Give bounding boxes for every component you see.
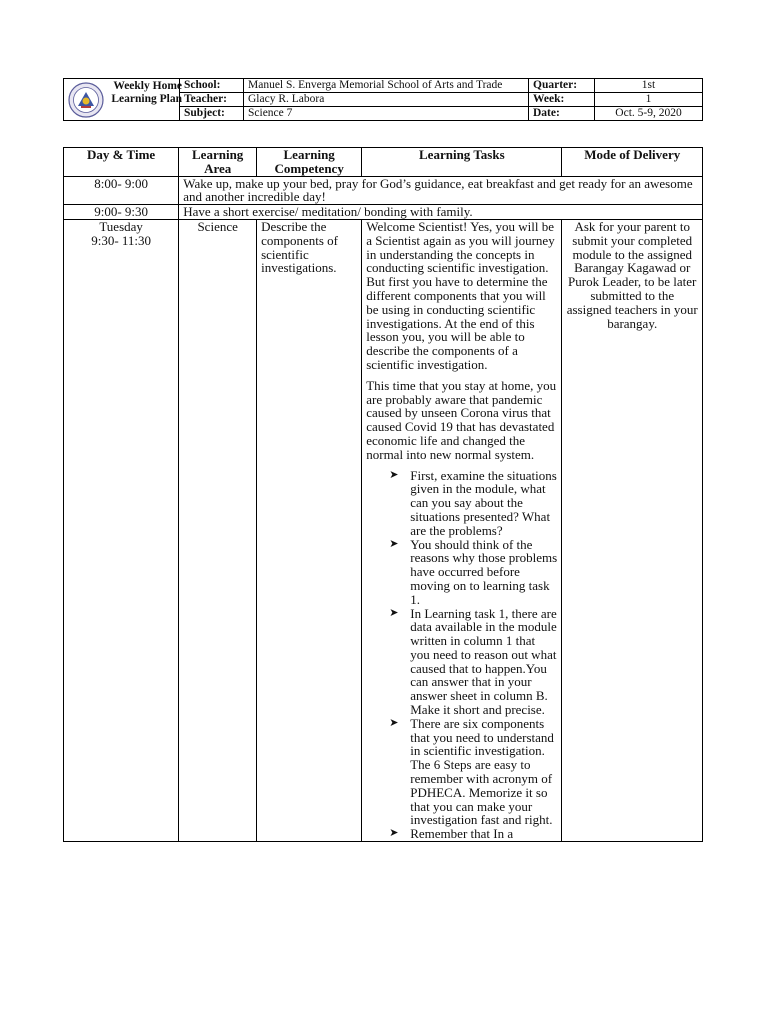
table-header-row — [64, 148, 703, 177]
row-activity: Wake up, make up your bed, pray for God’s guidance, eat breakfast and get ready for an awesome and another incredible day! — [179, 176, 703, 205]
column-header-learning-area: Learning Area — [179, 148, 257, 177]
task-list — [366, 469, 557, 842]
list-item: ➤ First, examine the situations given in the module, what can you say about the situations presented? What are the problems? — [389, 467, 557, 538]
plan-title: Weekly Home Learning Plan — [111, 80, 182, 105]
arrowhead-bullet-icon: ➤ — [389, 827, 399, 840]
header-table — [63, 78, 703, 121]
learning-plan-table — [63, 147, 703, 842]
arrowhead-bullet-icon: ➤ — [389, 606, 399, 619]
learning-competency: Describe the components of scientific investigations. — [257, 219, 362, 841]
list-item: ➤ In Learning task 1, there are data available in the module written in column 1 that you need to reason out what caused that to happen.You can answer that in your answer sheet in column B. Make it short and precise. — [389, 605, 557, 718]
row-day-time — [64, 219, 179, 841]
column-header-mode-of-delivery: Mode of Delivery — [562, 148, 703, 177]
teacher-label: Teacher: — [180, 93, 244, 107]
learning-tasks-cell — [362, 219, 562, 841]
row-activity: Have a short exercise/ meditation/ bonding with family. — [179, 205, 703, 220]
arrowhead-bullet-icon: ➤ — [389, 537, 399, 550]
list-item: ➤ There are six components that you need to understand in scientific investigation. The 6 Steps are easy to remember with acronym of PDHECA. Memorize it so that you can make your investigation fast and right. — [389, 715, 554, 828]
row-time: 8:00- 9:00 — [64, 176, 179, 205]
list-item: ➤ Remember that In a — [389, 826, 514, 842]
arrowhead-bullet-icon: ➤ — [389, 468, 399, 481]
table-row — [64, 219, 703, 841]
week-value: 1 — [595, 93, 703, 107]
date-value: Oct. 5-9, 2020 — [595, 107, 703, 121]
week-label: Week: — [529, 93, 595, 107]
task-paragraph: Welcome Scientist! Yes, you will be a Scientist again as you will journey in understanding the concepts in conducting scientific investigation. But first you have to determine the different components that you will be using in conducting scientific investigations. At the end of this lesson you, you will be able to describe the components of a scientific investigation. — [366, 218, 555, 372]
deped-seal-icon — [68, 82, 104, 118]
learning-area: Science — [179, 219, 257, 841]
teacher-value: Glacy R. Labora — [244, 93, 529, 107]
arrowhead-bullet-icon: ➤ — [389, 716, 399, 729]
quarter-value: 1st — [595, 79, 703, 93]
time-label: 9:30- 11:30 — [91, 232, 152, 248]
row-time: 9:00- 9:30 — [64, 205, 179, 220]
list-item: ➤ You should think of the reasons why those problems have occurred before moving on to learning task 1. — [389, 536, 558, 607]
table-row — [64, 205, 703, 220]
school-value: Manuel S. Enverga Memorial School of Arts and Trade — [244, 79, 529, 93]
quarter-label: Quarter: — [529, 79, 595, 93]
column-header-day-time: Day & Time — [64, 148, 179, 177]
subject-value: Science 7 — [244, 107, 529, 121]
day-label: Tuesday — [99, 218, 143, 234]
table-row — [64, 176, 703, 205]
logo-title-cell — [64, 79, 180, 121]
column-header-learning-competency: Learning Competency — [257, 148, 362, 177]
mode-of-delivery: Ask for your parent to submit your completed module to the assigned Barangay Kagawad or Purok Leader, to be later submitted to the assigned teachers in your barangay. — [562, 219, 703, 841]
date-label: Date: — [529, 107, 595, 121]
school-label: School: — [180, 79, 244, 93]
column-header-learning-tasks: Learning Tasks — [362, 148, 562, 177]
subject-label: Subject: — [180, 107, 244, 121]
task-paragraph: This time that you stay at home, you are probably aware that pandemic caused by unseen Corona virus that caused Covid 19 that has devastated economic life and changed the normal into new normal system. — [366, 377, 557, 462]
